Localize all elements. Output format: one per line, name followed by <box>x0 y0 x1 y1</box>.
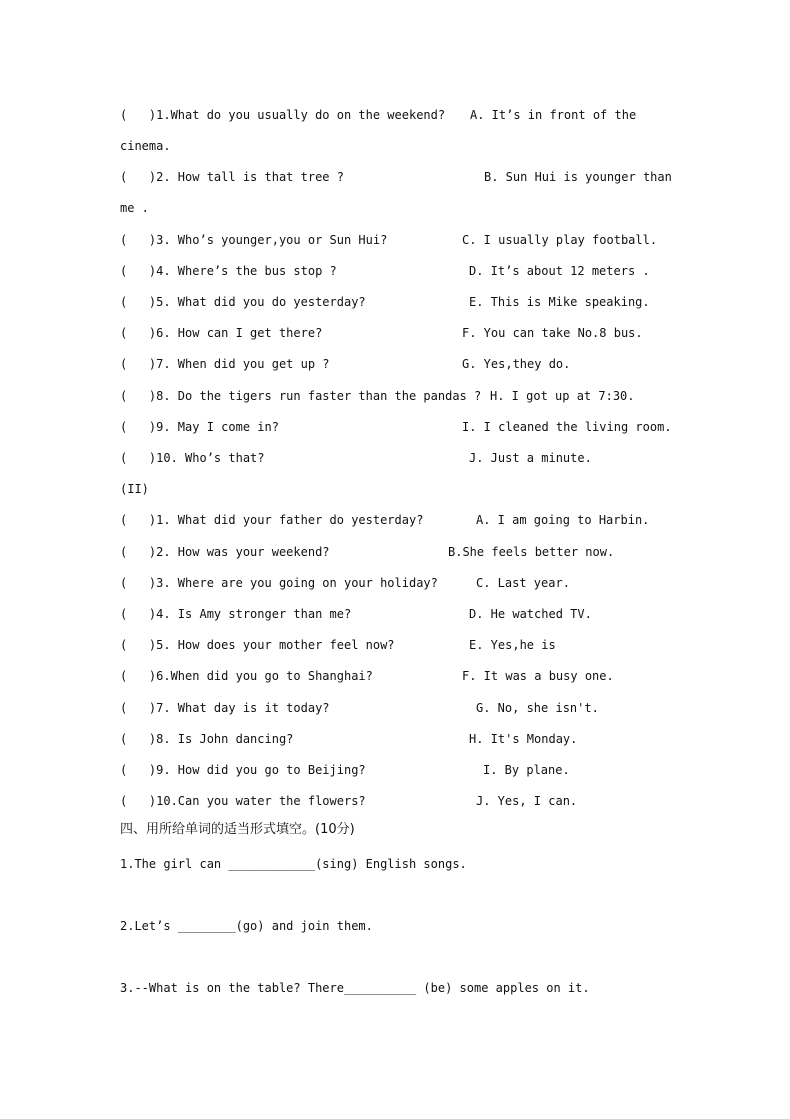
answer-2-C: C. Last year. <box>476 576 570 590</box>
answer-1-E: E. This is Mike speaking. <box>469 295 650 309</box>
answer-1-I: I. I cleaned the living room. <box>462 420 672 434</box>
question-1-9: ( )9. May I come in? <box>120 420 279 434</box>
fill-in-item-2: 2.Let’s ________(go) and join them. <box>120 919 373 933</box>
question-1-7: ( )7. When did you get up ? <box>120 357 330 371</box>
question-2-8: ( )8. Is John dancing? <box>120 732 294 746</box>
question-2-10: ( )10.Can you water the flowers? <box>120 794 366 808</box>
answer-2-E: E. Yes,he is <box>469 638 556 652</box>
question-2-7: ( )7. What day is it today? <box>120 701 330 715</box>
answer-1-B: B. Sun Hui is younger than <box>484 170 672 184</box>
question-1-4: ( )4. Where’s the bus stop ? <box>120 264 337 278</box>
answer-2-F: F. It was a busy one. <box>462 669 614 683</box>
answer-1-A: A. It’s in front of the <box>470 108 637 122</box>
answer-1-D: D. It’s about 12 meters . <box>469 264 650 278</box>
question-2-3: ( )3. Where are you going on your holiday? <box>120 576 438 590</box>
question-1-2: ( )2. How tall is that tree ? <box>120 170 344 184</box>
answer-2-J: J. Yes, I can. <box>476 794 578 808</box>
fill-in-item-1: 1.The girl can ____________(sing) English songs. <box>120 857 467 871</box>
answer-1-J: J. Just a minute. <box>469 451 592 465</box>
question-2-4: ( )4. Is Amy stronger than me? <box>120 607 352 621</box>
question-2-5: ( )5. How does your mother feel now? <box>120 638 395 652</box>
answer-2-D: D. He watched TV. <box>469 607 592 621</box>
question-1-6: ( )6. How can I get there? <box>120 326 323 340</box>
question-2-6: ( )6.When did you go to Shanghai? <box>120 669 373 683</box>
answer-1-H: H. I got up at 7:30. <box>490 389 635 403</box>
answer-1-B-cont: me . <box>120 201 149 215</box>
question-2-1: ( )1. What did your father do yesterday? <box>120 513 424 527</box>
question-1-5: ( )5. What did you do yesterday? <box>120 295 366 309</box>
answer-1-G: G. Yes,they do. <box>462 357 571 371</box>
question-1-10: ( )10. Who’s that? <box>120 451 265 465</box>
answer-2-G: G. No, she isn't. <box>476 701 599 715</box>
answer-2-A: A. I am going to Harbin. <box>476 513 650 527</box>
answer-2-I: I. By plane. <box>483 763 570 777</box>
answer-1-C: C. I usually play football. <box>462 233 658 247</box>
section-heading-ii: (II) <box>120 482 149 496</box>
question-1-8: ( )8. Do the tigers run faster than the pandas ? <box>120 389 482 403</box>
section-heading-4: 四、用所给单词的适当形式填空。(10分) <box>120 822 355 837</box>
answer-1-F: F. You can take No.8 bus. <box>462 326 643 340</box>
answer-2-B: B.She feels better now. <box>448 545 615 559</box>
question-1-1-cont: cinema. <box>120 139 171 153</box>
question-2-9: ( )9. How did you go to Beijing? <box>120 763 366 777</box>
fill-in-item-3: 3.--What is on the table? There__________ (be) some apples on it. <box>120 981 590 995</box>
question-1-3: ( )3. Who’s younger,you or Sun Hui? <box>120 233 388 247</box>
question-1-1: ( )1.What do you usually do on the weekend? <box>120 108 446 122</box>
answer-2-H: H. It's Monday. <box>469 732 578 746</box>
question-2-2: ( )2. How was your weekend? <box>120 545 330 559</box>
